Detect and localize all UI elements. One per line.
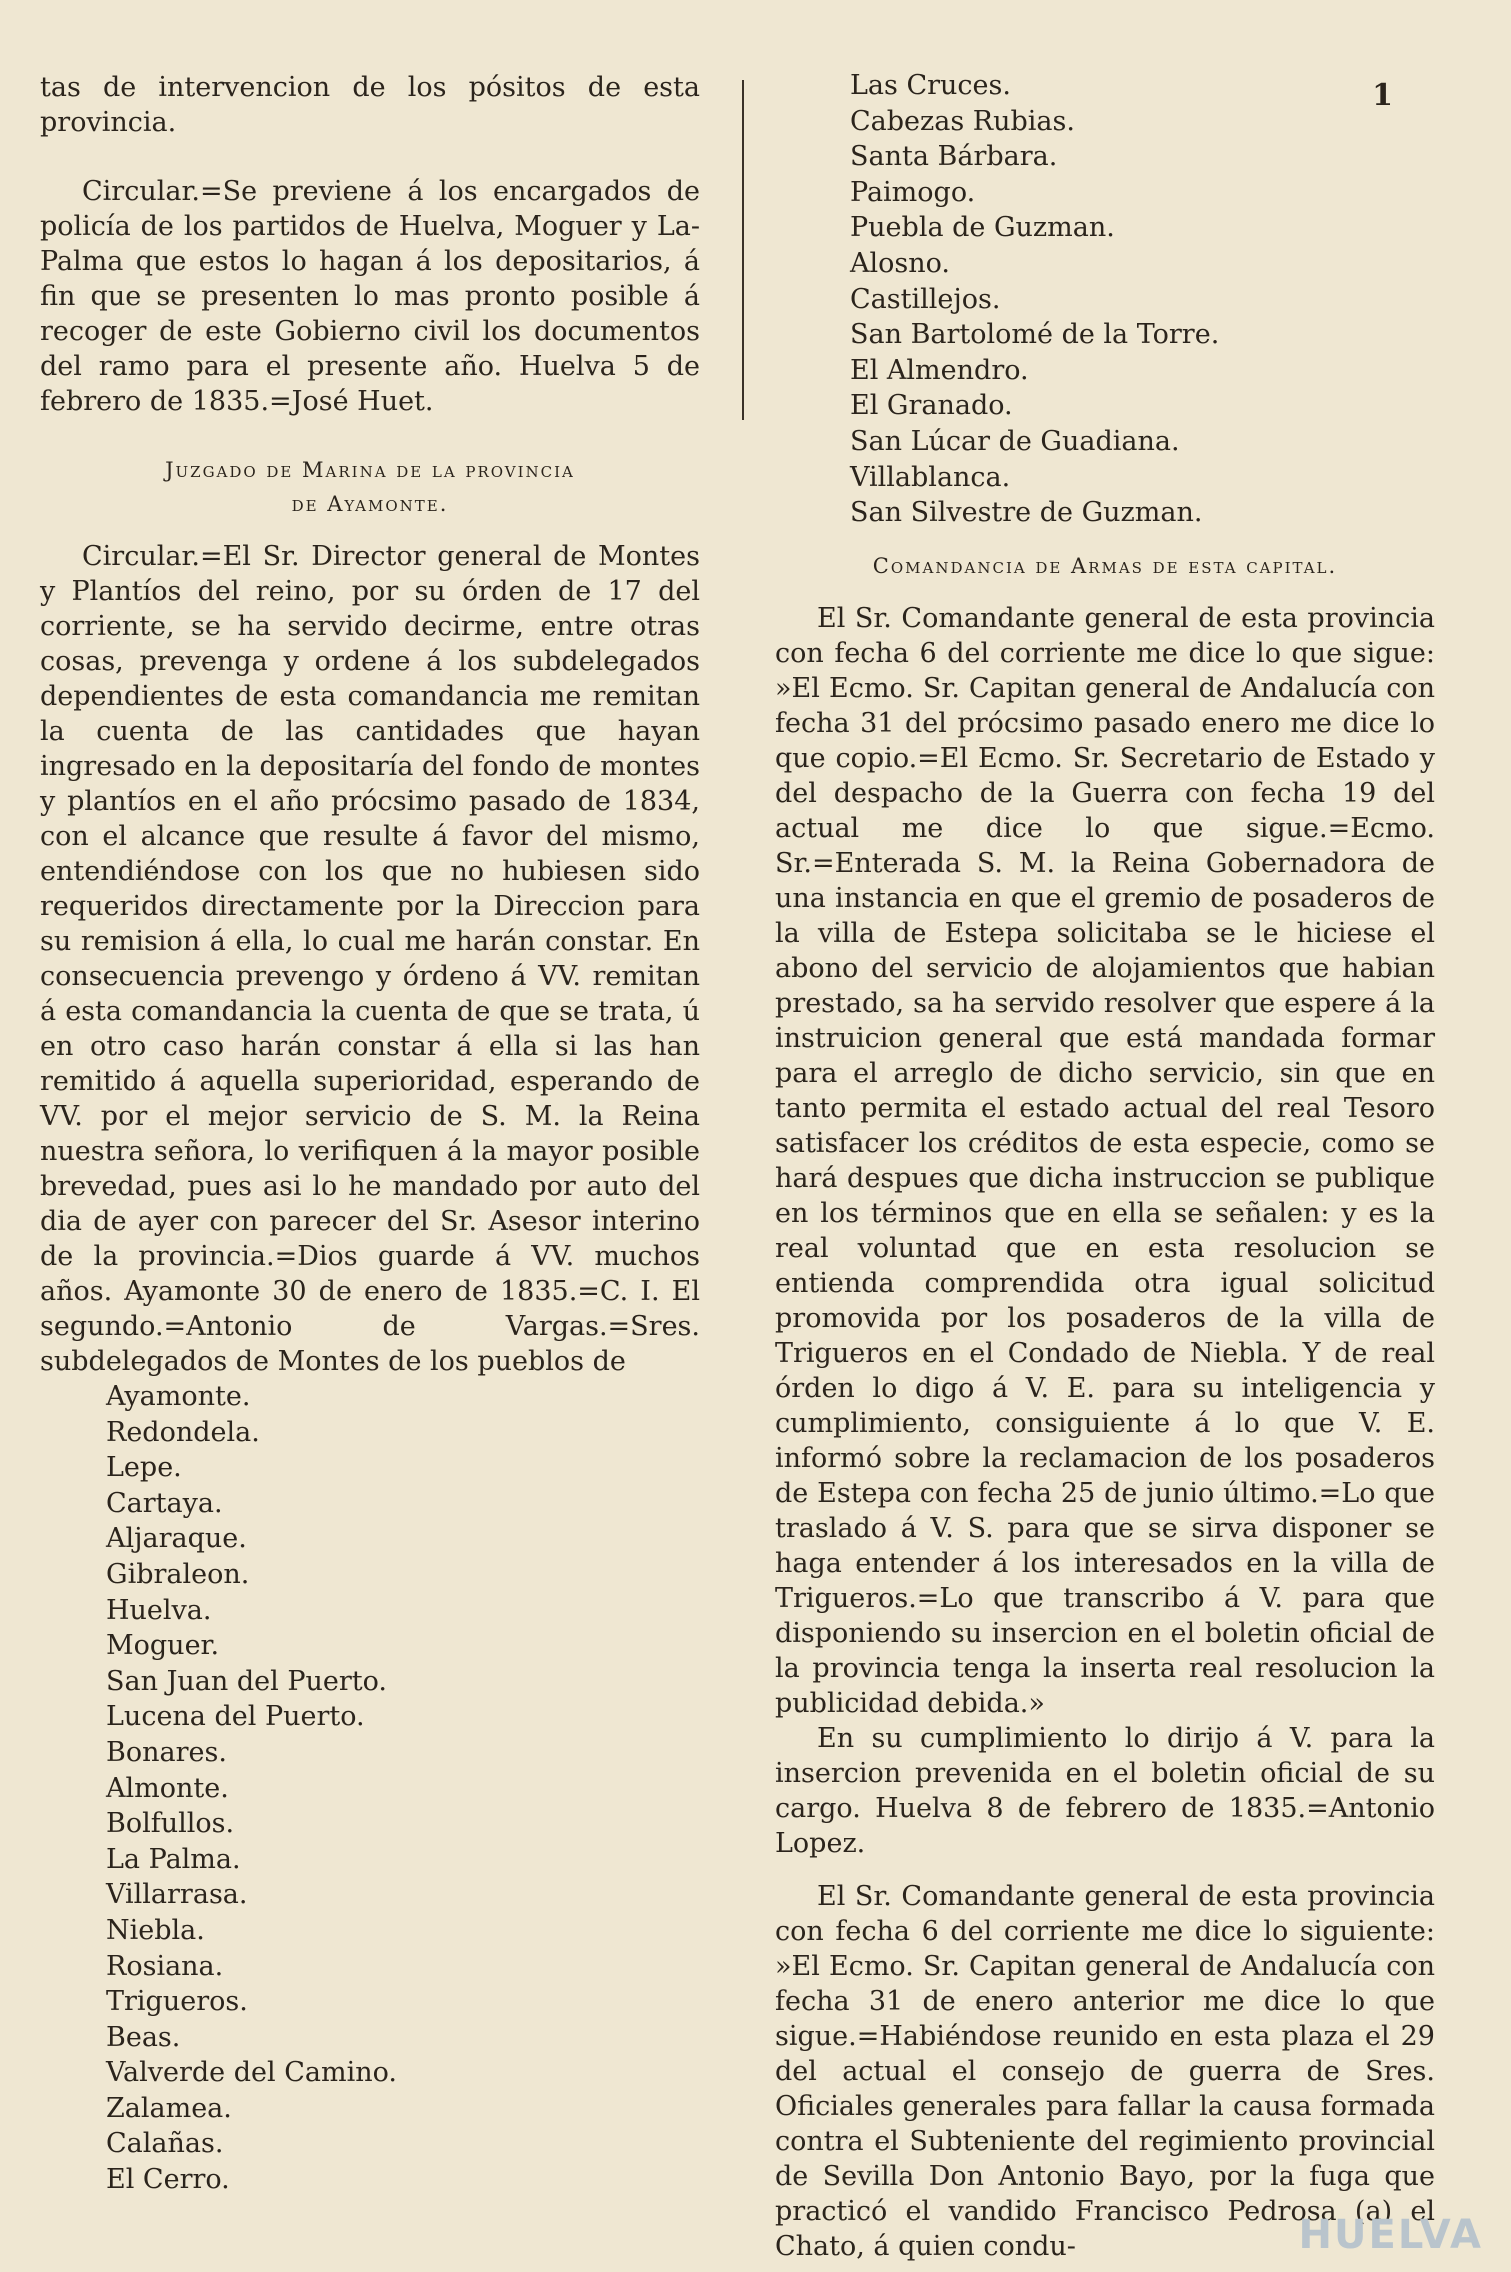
town-list-item: Redondela. <box>106 1416 260 1448</box>
town-list-item: San Silvestre de Guzman. <box>850 497 1203 529</box>
town-list-item: Almonte. <box>106 1772 229 1804</box>
town-list-item: El Almendro. <box>850 354 1029 386</box>
paragraph-posaderos: El Sr. Comandante general de esta provincia con fecha 6 del corriente me dice lo que sigue: »El Ecmo. Sr. Capitan general de Andalucía con fecha 31 del prócsimo pasado enero me dice lo que copio.=El Ecmo. Sr. Secretario de Estado y del despacho de la Guerra con fecha 19 del actual me dice lo que sigue.=Ecmo. Sr.=Enterada S. M. la Reina Gobernadora de una instancia en que el gremio de posaderos de la villa de Estepa solicitaba se le hiciese el abono del servicio de alojamientos que habian prestado, sa ha servido resolver que espere á la instruicion general que está mandada formar para el arreglo de dicho servicio, sin que en tanto permita el estado actual del real Tesoro satisfacer los créditos de esta especie, como se hará despues que dicha instruccion se publique en los términos que en ella se señalen: y es la real voluntad que en esta resolucion se entienda comprendida otra igual solicitud promovida por los posaderos de la villa de Trigueros en el Condado de Niebla. Y de real órden lo digo á V. E. para su inteligencia y cumplimiento, consiguiente á lo que V. E. informó sobre la reclamacion de los posaderos de Estepa con fecha 25 de junio último.=Lo que traslado á V. S. para que se sirva disponer se haga entender á los interesados en la villa de Trigueros.=Lo que transcribo á V. para que disponiendo su insercion en el boletin oficial de la provincia tenga la inserta real resolucion la publicidad debida.» <box>775 602 1435 1719</box>
town-list-item: Lucena del Puerto. <box>106 1701 365 1733</box>
town-list-item: Moguer. <box>106 1630 220 1662</box>
town-list-item: San Juan del Puerto. <box>106 1665 387 1697</box>
town-list-item: Bonares. <box>106 1736 227 1768</box>
town-list-item: Ayamonte. <box>106 1381 251 1412</box>
town-list-item: Aljaraque. <box>106 1523 247 1555</box>
paragraph-consejo-guerra: El Sr. Comandante general de esta provincia con fecha 6 del corriente me dice lo siguiente: »El Ecmo. Sr. Capitan general de Andalucía con fecha 31 de enero anterior me dice lo que sigue.=Habiéndose reunido en esta plaza el 29 del actual el consejo de guerra de Sres. Oficiales generales para fallar la causa formada contra el Subteniente del regimiento provincial de Sevilla Don Antonio Bayo, por la fuga que practicó el vandido Francisco Pedrosa (a) el Chato, á quien condu- <box>775 1880 1435 2262</box>
town-list-item: El Cerro. <box>106 2164 230 2196</box>
town-list-item: Bolfullos. <box>106 1808 235 1840</box>
town-list-item: Zalamea. <box>106 2092 232 2124</box>
paragraph-circular-huelva: Circular.=Se previene á los encargados de policía de los partidos de Huelva, Moguer y La-Palma que estos lo hagan á los depositarios, á fin que se presenten lo mas pronto posible á recoger de este Gobierno civil los documentos del ramo para el presente año. Huelva 5 de febrero de 1835.=José Huet. <box>40 176 700 417</box>
town-list-item: Calañas. <box>106 2128 224 2160</box>
town-list-item: Niebla. <box>106 1914 205 1946</box>
town-list-item: Rosiana. <box>106 1950 224 1982</box>
town-list-item: Cartaya. <box>106 1487 223 1519</box>
town-list-item: Santa Bárbara. <box>850 141 1058 173</box>
town-list-item: Alosno. <box>850 247 950 279</box>
paragraph-circular-montes: Circular.=El Sr. Director general de Montes y Plantíos del reino, por su órden de 17 del corriente, se ha servido decirme, entre otras cosas, prevenga y ordene á los subdelegados dependientes de esta comandancia me remitan la cuenta de las cantidades que hayan ingresado en la depositaría del fondo de montes y plantíos en el año prócsimo pasado de 1834, con el alcance que resulte á favor del mismo, entendiéndose con los que no hubiesen sido requeridos directamente por la Direccion para su remision á ella, lo cual me harán constar. En consecuencia prevengo y órdeno á VV. remitan á esta comandancia la cuenta de que se trata, ú en otro caso harán constar á ella si las han remitido á aquella superioridad, esperando de VV. por el mejor servicio de S. M. la Reina nuestra señora, lo verifiquen á la mayor posible brevedad, pues asi lo he mandado por auto del dia de ayer con parecer del Sr. Asesor interino de la provincia.=Dios guarde á VV. muchos años. Ayamonte 30 de enero de 1835.=C. I. El segundo.=Antonio de Vargas.=Sres. subdelegados de Montes de los pueblos de <box>40 541 701 1377</box>
watermark-logo: HUELVA <box>1298 2212 1483 2258</box>
right-column <box>775 68 1435 2264</box>
town-list-item: Beas. <box>106 2021 181 2053</box>
section-heading-comandancia: Comandancia de Armas de esta capital. <box>872 553 1338 578</box>
town-list-item: Villablanca. <box>850 461 1011 493</box>
town-list-item: Valverde del Camino. <box>106 2057 397 2089</box>
left-column <box>40 70 700 2198</box>
page-number: 1 <box>1372 78 1393 113</box>
town-list-item: Las Cruces. <box>850 70 1011 101</box>
town-list-right <box>775 68 1435 531</box>
town-list-item: San Bartolomé de la Torre. <box>850 319 1220 351</box>
column-divider <box>742 80 744 420</box>
town-list-item: Lepe. <box>106 1452 182 1484</box>
town-list-item: Paimogo. <box>850 176 976 208</box>
town-list-item: Castillejos. <box>850 283 1001 315</box>
town-list-item: Puebla de Guzman. <box>850 212 1115 244</box>
town-list-item: El Granado. <box>850 390 1013 422</box>
town-list-item: Cabezas Rubias. <box>850 105 1075 137</box>
paragraph-cumplimiento: En su cumplimiento lo dirijo á V. para la insercion prevenida en el boletin oficial de su cargo. Huelva 8 de febrero de 1835.=Antonio Lopez. <box>775 1722 1435 1859</box>
town-list-item: Villarrasa. <box>106 1879 248 1911</box>
section-heading-juzgado: Juzgado de Marina de la provincia <box>165 458 575 482</box>
town-list-item: Huelva. <box>106 1594 212 1626</box>
town-list-left <box>40 1379 700 2198</box>
section-heading-ayamonte: de Ayamonte. <box>291 492 449 516</box>
town-list-item: Gibraleon. <box>106 1558 250 1590</box>
town-list-item: La Palma. <box>106 1843 241 1875</box>
paragraph-positos: tas de intervencion de los pósitos de esta provincia. <box>40 72 700 138</box>
town-list-item: Trigueros. <box>106 1986 248 2018</box>
town-list-item: San Lúcar de Guadiana. <box>850 425 1180 457</box>
